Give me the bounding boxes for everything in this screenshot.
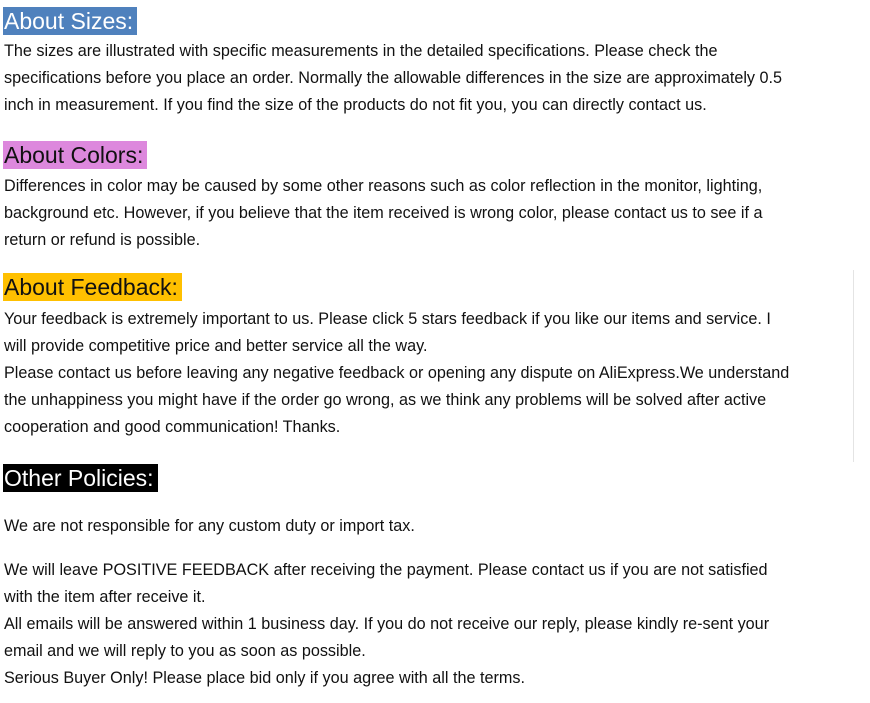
text-line: All emails will be answered within 1 business day. If you do not receive our reply, please kindly re-sent your xyxy=(4,615,770,633)
text-line: cooperation and good communication! Thanks. xyxy=(4,418,341,436)
about-feedback-heading: About Feedback: xyxy=(3,273,182,301)
text-line: Your feedback is extremely important to us. Please click 5 stars feedback if you like our items and service. I xyxy=(4,310,771,328)
about-sizes-heading: About Sizes: xyxy=(3,7,137,35)
other-policies-text xyxy=(4,557,860,692)
about-feedback-text xyxy=(4,306,860,441)
about-colors-text xyxy=(4,173,860,254)
text-line: email and we will reply to you as soon as possible. xyxy=(4,642,366,660)
about-colors-heading: About Colors: xyxy=(3,141,147,169)
text-line: We will leave POSITIVE FEEDBACK after receiving the payment. Please contact us if you are not satisfied xyxy=(4,561,768,579)
other-policies-intro xyxy=(4,513,860,540)
other-policies-heading: Other Policies: xyxy=(3,464,158,492)
text-line: We are not responsible for any custom duty or import tax. xyxy=(4,517,415,535)
text-line: inch in measurement. If you find the size of the products do not fit you, you can directly contact us. xyxy=(4,96,707,114)
text-line: will provide competitive price and better service all the way. xyxy=(4,337,428,355)
text-line: specifications before you place an order. Normally the allowable differences in the size are approximately 0.5 xyxy=(4,69,783,87)
about-sizes-text xyxy=(4,38,860,119)
text-line: return or refund is possible. xyxy=(4,231,201,249)
text-line: with the item after receive it. xyxy=(4,588,206,606)
text-line: Differences in color may be caused by some other reasons such as color reflection in the monitor, lighting, xyxy=(4,177,763,195)
vertical-divider xyxy=(853,270,854,462)
text-line: the unhappiness you might have if the order go wrong, as we think any problems will be solved after active xyxy=(4,391,767,409)
text-line: Serious Buyer Only! Please place bid only if you agree with all the terms. xyxy=(4,669,525,687)
text-line: Please contact us before leaving any negative feedback or opening any dispute on AliExpress.We understand xyxy=(4,364,790,382)
text-line: background etc. However, if you believe that the item received is wrong color, please contact us to see if a xyxy=(4,204,763,222)
text-line: The sizes are illustrated with specific measurements in the detailed specifications. Please check the xyxy=(4,42,718,60)
